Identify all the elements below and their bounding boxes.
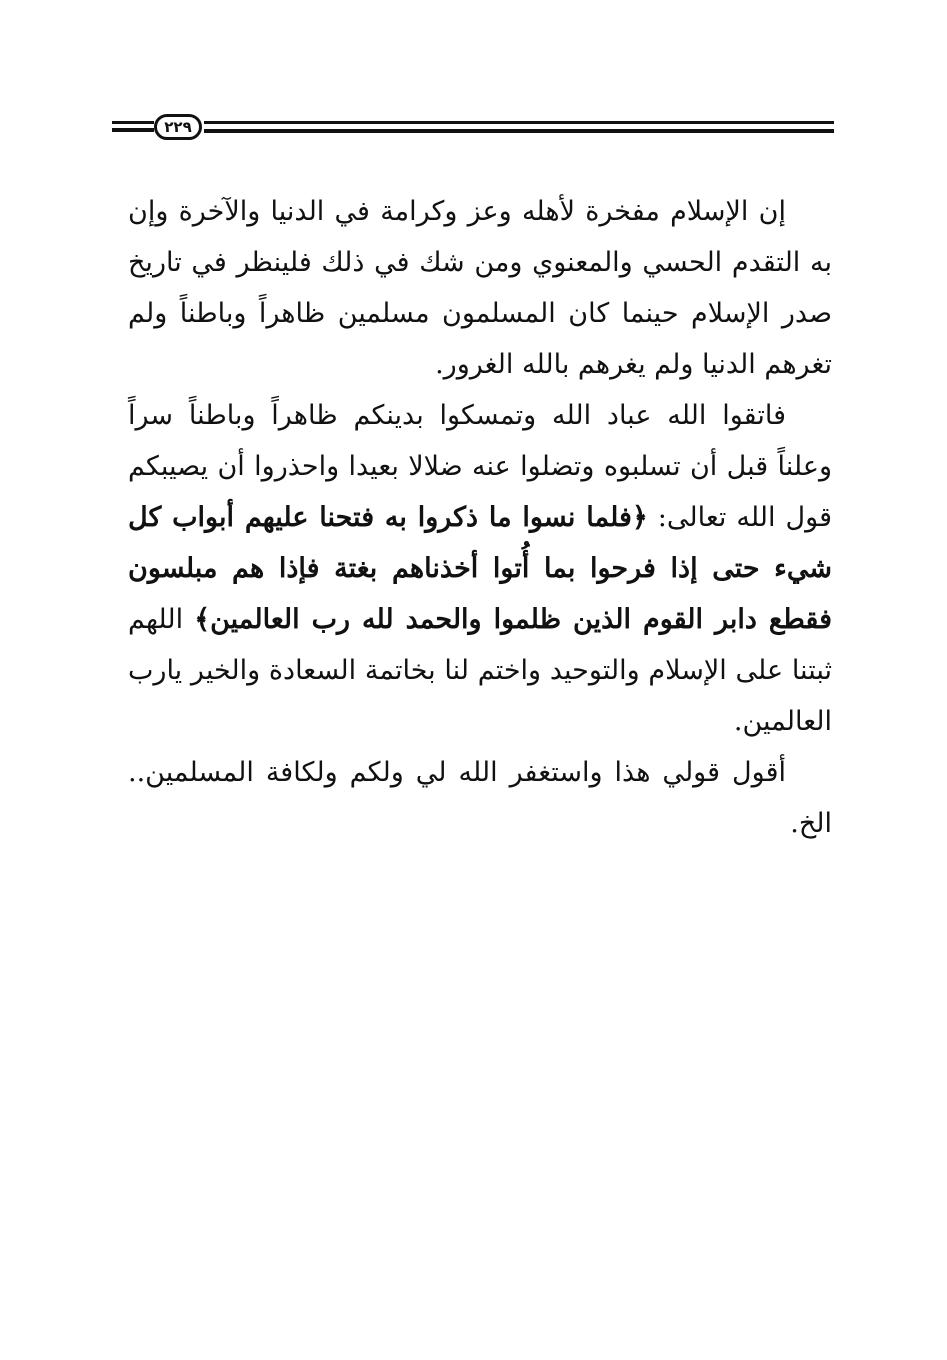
header-rule-right-thick xyxy=(204,129,834,133)
header-rule-right xyxy=(204,121,834,124)
page-number: ٢٢٩ xyxy=(154,114,202,140)
paragraph-3 xyxy=(128,747,832,849)
paragraph-2-text: فاتقوا الله عباد الله وتمسكوا بدينكم ظاهراً وباطناً سراً وعلناً قبل أن تسلبوه وتضلوا عنه ضلالا بعيدا واحذروا أن يصيبكم قول الله تعالى: xyxy=(128,400,832,533)
body-text xyxy=(128,186,832,849)
paragraph-2-closing: اللهم ثبتنا على الإسلام والتوحيد واختم لنا بخاتمة السعادة والخير يارب العالمين. xyxy=(128,604,832,737)
paragraph-1 xyxy=(128,186,832,390)
page-header xyxy=(112,112,834,148)
quran-verse: ﴿فلما نسوا ما ذكروا به فتحنا عليهم أبواب كل شيء حتى إذا فرحوا بما أُتوا أخذناهم بغتة فإذا هم مبلسون فقطع دابر القوم الذين ظلموا والحمد لله رب العالمين﴾ xyxy=(128,502,832,635)
paragraph-2 xyxy=(128,390,832,747)
paragraph-1-text: إن الإسلام مفخرة لأهله وعز وكرامة في الدنيا والآخرة وإن به التقدم الحسي والمعنوي ومن شك في ذلك فلينظر في تاريخ صدر الإسلام حينما كان المسلمون مسلمين ظاهراً وباطناً ولم تغرهم الدنيا ولم يغرهم بالله الغرور. xyxy=(128,196,832,380)
header-rule-left-thick xyxy=(112,128,154,132)
paragraph-3-text: أقول قولي هذا واستغفر الله لي ولكم ولكافة المسلمين.. الخ. xyxy=(128,757,832,839)
header-rule-left xyxy=(112,121,154,124)
